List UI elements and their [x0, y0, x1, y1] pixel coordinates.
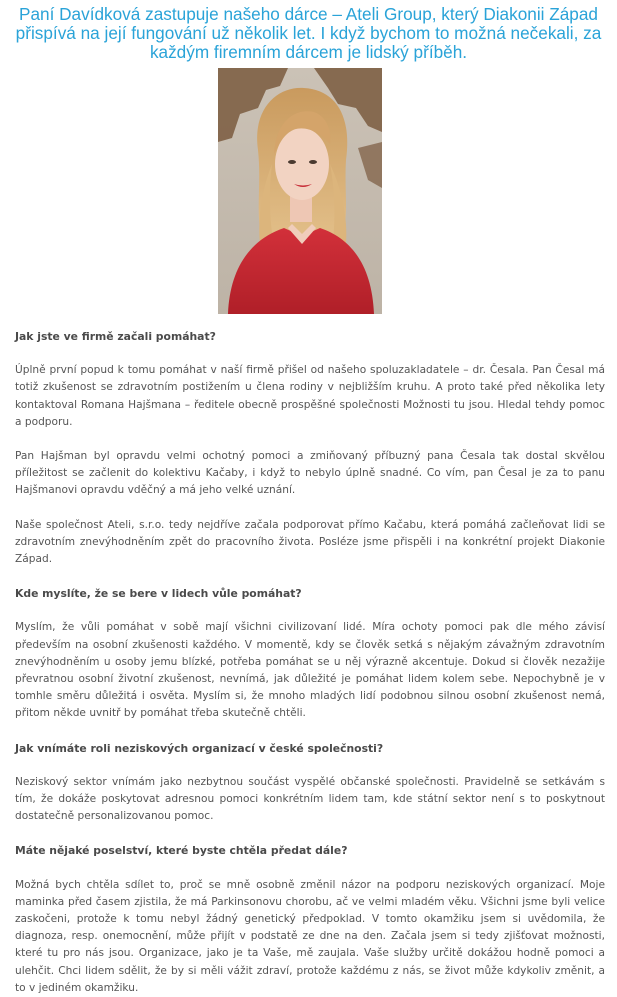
section-question: Kde myslíte, že se bere v lidech vůle pomáhat?: [15, 587, 302, 601]
section-paragraph: Úplně první popud k tomu pomáhat v naší firmě přišel od našeho spoluzakladatele – dr. Česala. Pan Česal má totiž zkušenost se zdravotním postižením u člena rodiny v nejbližším kruhu. A proto také před několika lety kontaktoval Romana Hajšmana – ředitele obecně prospěšné společnosti Možnosti tu jsou. Hledal tehdy pomoc a podporu.: [15, 364, 605, 428]
section-paragraph: Pan Hajšman byl opravdu velmi ochotný pomoci a zmiňovaný příbuzný pana Česala tak dostal skvělou příležitost se začlenit do kolektivu Kačaby, i když to nebylo úplně snadné. Co vím, pan Česal je za to panu Hajšmanovi opravdu vděčný a má jeho velké uznání.: [15, 450, 605, 497]
portrait-photo: [218, 68, 382, 314]
lead-paragraph: Paní Davídková zastupuje našeho dárce – Ateli Group, který Diakonii Západ přispívá na její fungování už několik let. I když bychom to možná nečekali, za každým firemním dárcem je lidský příběh.: [15, 4, 602, 62]
face: [275, 128, 329, 200]
section-question: Jak vnímáte roli neziskových organizací v české společnosti?: [15, 741, 384, 755]
section-paragraph: Možná bych chtěla sdílet to, proč se mně osobně změnil názor na podporu neziskových organizací. Moje maminka před časem zjistila, že má Parkinsonovu chorobu, ač ve velmi mladém věku. Všichni jsme byli velice zaskočeni, protože k tomu nebyl žádný genetický předpoklad. V tomto okamžiku jsem si uvědomila, že diagnoza, resp. onemocnění, může přijít v podstatě ze dne na den. Začala jsem si tedy zjišťovat možnosti, které tu pro nás jsou. Organizace, jako je ta Vaše, mě zaujala. Vaše služby určitě dokážou hodně pomoci a ulehčit. Chci lidem sdělit, že by si měli vážit zdraví, protože každému z nás, se život může kdykoliv změnit, a to v jediném okamžiku.: [15, 878, 605, 994]
interview-body: [15, 328, 605, 997]
section-paragraph: Myslím, že vůli pomáhat v sobě mají všichni civilizovaní lidé. Míra ochoty pomoci pak dle mého závisí především na osobní zkušenosti každého. V momentě, kdy se člověk setká s nějakým závažným zdravotním znevýhodněním u osoby jemu blízké, potřeba pomáhat se u něj výrazně akcentuje. Dokud si člověk nezažije převratnou osobní životní zkušenost, nevnímá, jak důležité je pomáhat lidem kolem sebe. Nepochybně je v tomhle směru důležitá i osvěta. Myslím si, že mnoho mladých lidí podobnou silnou osobní zkušenost nemá, přitom někde uvnitř by pomáhat třeba skutečně chtěli.: [15, 621, 605, 720]
portrait-image: [218, 68, 382, 314]
section-question: Jak jste ve firmě začali pomáhat?: [15, 330, 216, 343]
section-question: Máte nějaké poselství, které byste chtěla předat dále?: [15, 844, 348, 858]
section-paragraph: Naše společnost Ateli, s.r.o. tedy nejdříve začala podporovat přímo Kačabu, která pomáhá začleňovat lidi se zdravotním znevýhodněním zpět do pracovního života. Posléze jsme přispěli i na konkrétní projekt Diakonie Západ.: [15, 518, 605, 566]
section-paragraph: Neziskový sektor vnímám jako nezbytnou součást vyspělé občanské společnosti. Pravidelně se setkávám s tím, že dokáže poskytovat adresnou pomoci konkrétním lidem tam, kde státní sektor není s to poskytnout dostatečně personalizovanou pomoc.: [15, 775, 605, 823]
